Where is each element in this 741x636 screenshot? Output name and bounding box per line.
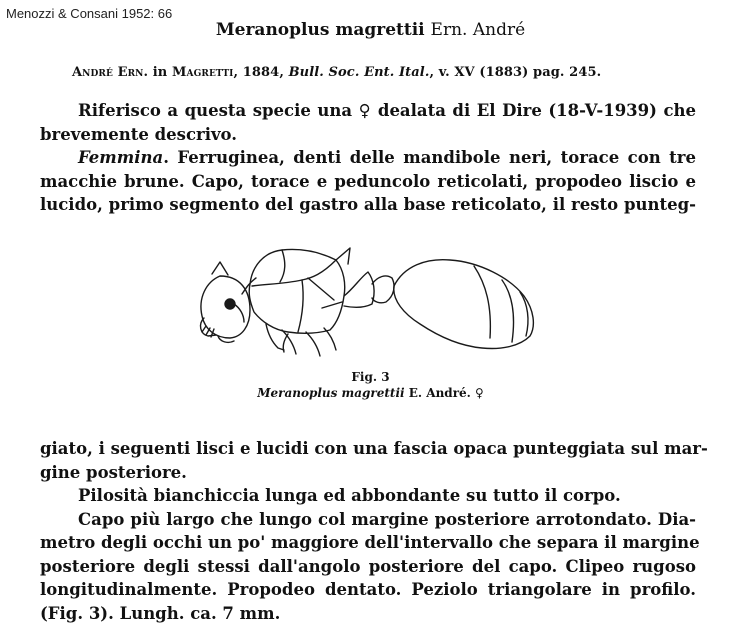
reference-year: , 1884, [233, 65, 289, 80]
text-line: Capo più largo che lungo col margine posteriore arrotondato. Dia- [78, 509, 696, 529]
text-line [40, 146, 696, 170]
text-line: Pilosità bianchiccia lunga ed abbondante su tutto il corpo. [78, 486, 621, 505]
text-line: posteriore degli stessi dall'angolo posteriore del capo. Clipeo rugoso [40, 556, 696, 576]
species-author: Ern. André [430, 20, 526, 40]
description-bottom [40, 437, 708, 625]
caption-author: E. André. ♀ [408, 386, 484, 400]
reference-in: in [152, 65, 168, 80]
text-line: brevemente descrivo. [40, 124, 238, 144]
ant-drawing [190, 238, 550, 363]
text-line: gine posteriore. [40, 462, 187, 482]
ant-lateral-view-icon [190, 238, 550, 363]
text-fragment: . Ferruginea, denti delle mandibole neri, torace con tre [163, 148, 696, 167]
female-term: Femmina [78, 148, 164, 167]
reference-journal: Bull. Soc. Ent. Ital. [288, 65, 430, 80]
text-line: lucido, primo segmento del gastro alla base reticolato, il resto punteg- [40, 195, 696, 214]
literature-reference [72, 65, 601, 80]
reference-author: André Ern. [72, 65, 149, 80]
text-line: giato, i seguenti lisci e lucidi con una fascia opaca punteggiata sul mar- [40, 439, 708, 458]
species-heading [0, 20, 741, 40]
figure-label: Fig. 3 [351, 370, 390, 384]
figure-caption [0, 386, 741, 400]
description-top [40, 99, 696, 217]
source-citation: Menozzi & Consani 1952: 66 [6, 6, 173, 21]
text-line: Riferisco a questa specie una ♀ dealata di El Dire (18-V-1939) che [78, 101, 696, 120]
caption-taxon: Meranoplus magrettii [257, 386, 405, 400]
text-line: longitudinalmente. Propodeo dentato. Peziolo triangolare in profilo. [40, 580, 696, 599]
species-name: Meranoplus magrettii [215, 20, 425, 40]
text-line: (Fig. 3). Lungh. ca. 7 mm. [40, 603, 281, 623]
reference-volume-page: , v. XV (1883) pag. 245. [429, 65, 602, 80]
text-line: macchie brune. Capo, torace e peduncolo reticolati, propodeo liscio e [40, 171, 696, 191]
text-line: metro degli occhi un po' maggiore dell'intervallo che separa il margine [40, 533, 700, 552]
reference-host: Magretti [172, 65, 234, 80]
